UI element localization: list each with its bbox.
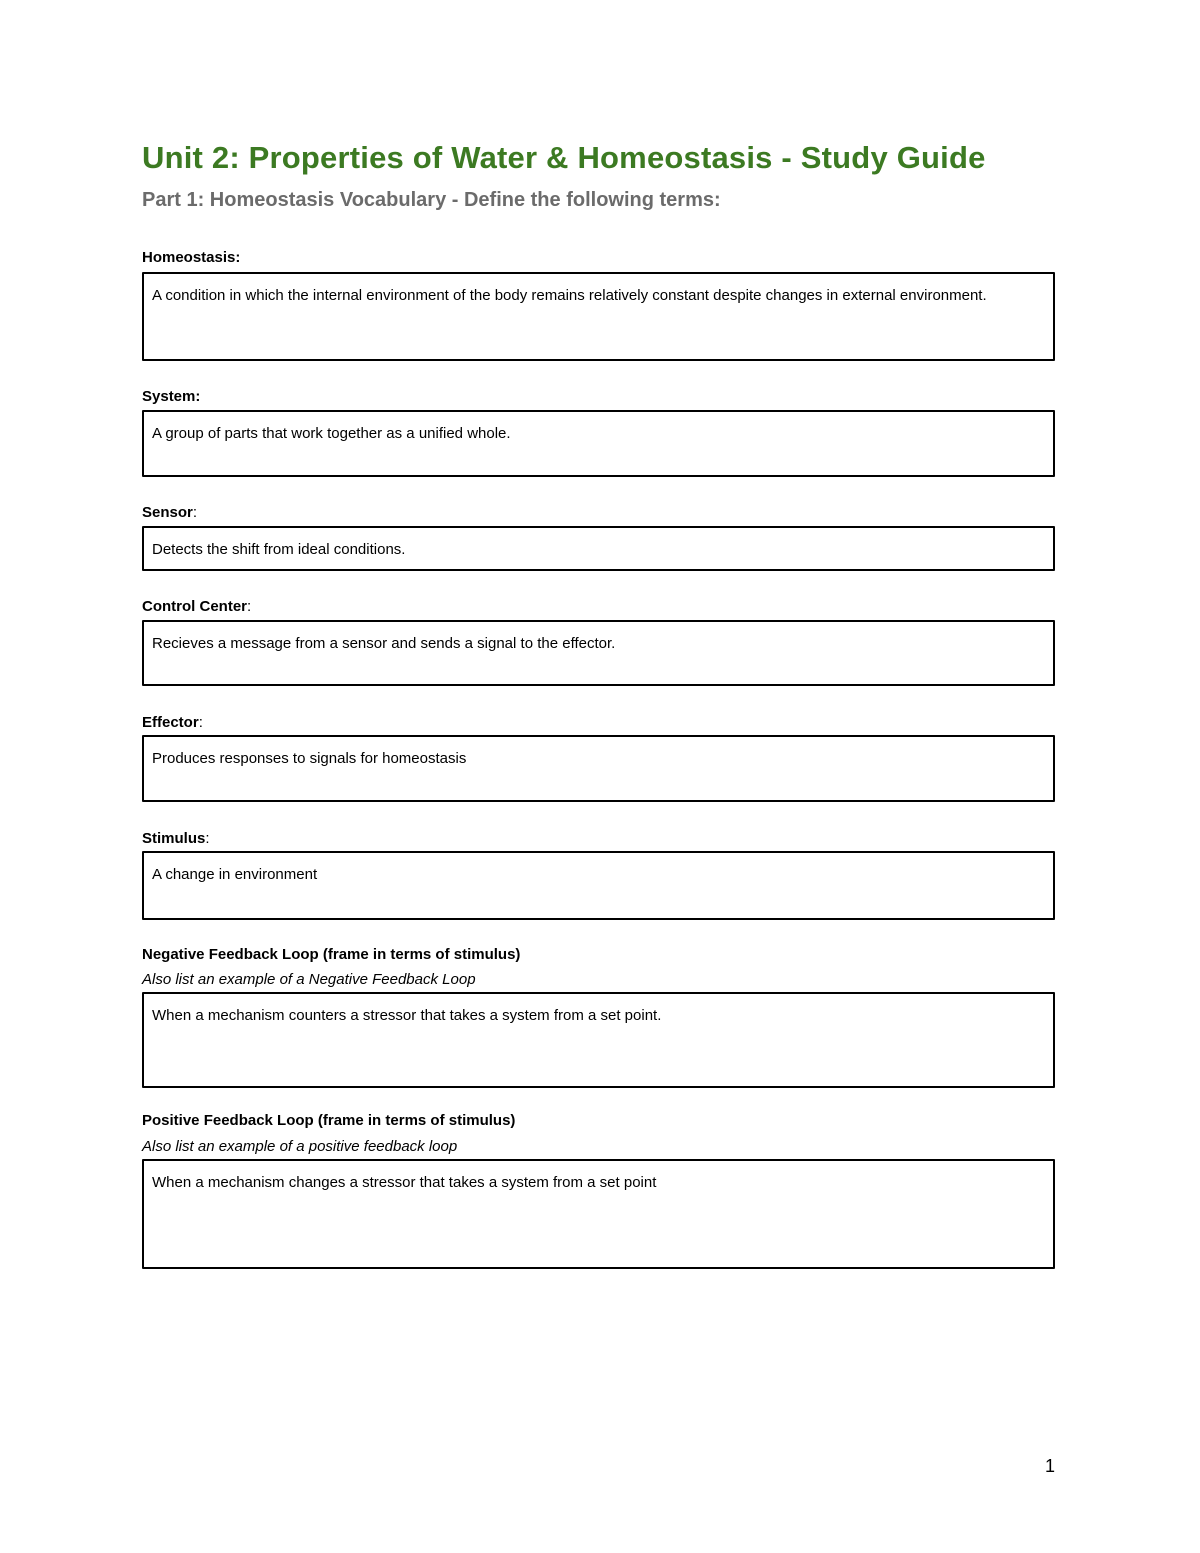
answer-box-system[interactable]: A group of parts that work together as a unified whole. <box>142 410 1055 477</box>
term-label-sensor <box>142 504 197 521</box>
term-label-stimulus <box>142 830 210 847</box>
term-label-colon: : <box>192 504 198 521</box>
page-number: 1 <box>1045 1456 1056 1476</box>
term-label-positive-feedback-loop: Positive Feedback Loop (frame in terms of stimulus) <box>142 1112 516 1129</box>
term-label-text: Sensor <box>142 504 193 521</box>
part-heading: Part 1: Homeostasis Vocabulary - Define the following terms: <box>142 189 721 211</box>
term-hint-negative-feedback-loop: Also list an example of a Negative Feedback Loop <box>142 971 476 988</box>
term-label-homeostasis <box>142 249 240 266</box>
term-label-effector <box>142 714 203 731</box>
answer-box-negative-feedback-loop[interactable]: When a mechanism counters a stressor that takes a system from a set point. <box>142 992 1055 1088</box>
term-label-text: Control Center <box>142 598 247 615</box>
answer-box-sensor[interactable]: Detects the shift from ideal conditions. <box>142 526 1055 571</box>
answer-box-positive-feedback-loop[interactable]: When a mechanism changes a stressor that takes a system from a set point <box>142 1159 1055 1269</box>
term-label-colon: : <box>205 830 210 847</box>
term-label-text: Effector <box>142 714 199 731</box>
term-label-colon: : <box>247 598 252 615</box>
term-label-control-center <box>142 598 251 615</box>
term-label-text: System: <box>142 388 201 405</box>
page-title: Unit 2: Properties of Water & Homeostasis - Study Guide <box>142 140 986 175</box>
term-label-text: Homeostasis: <box>142 249 241 266</box>
term-hint-positive-feedback-loop: Also list an example of a positive feedback loop <box>142 1138 458 1155</box>
answer-box-control-center[interactable]: Recieves a message from a sensor and sends a signal to the effector. <box>142 620 1055 686</box>
term-label-colon: : <box>198 714 203 731</box>
term-label-system <box>142 388 200 405</box>
term-label-negative-feedback-loop: Negative Feedback Loop (frame in terms of stimulus) <box>142 946 521 963</box>
term-label-text: Stimulus <box>142 830 206 847</box>
answer-box-homeostasis[interactable]: A condition in which the internal environment of the body remains relatively constant despite changes in external environment. <box>142 272 1055 361</box>
answer-box-effector[interactable]: Produces responses to signals for homeostasis <box>142 735 1055 802</box>
answer-box-stimulus[interactable]: A change in environment <box>142 851 1055 920</box>
